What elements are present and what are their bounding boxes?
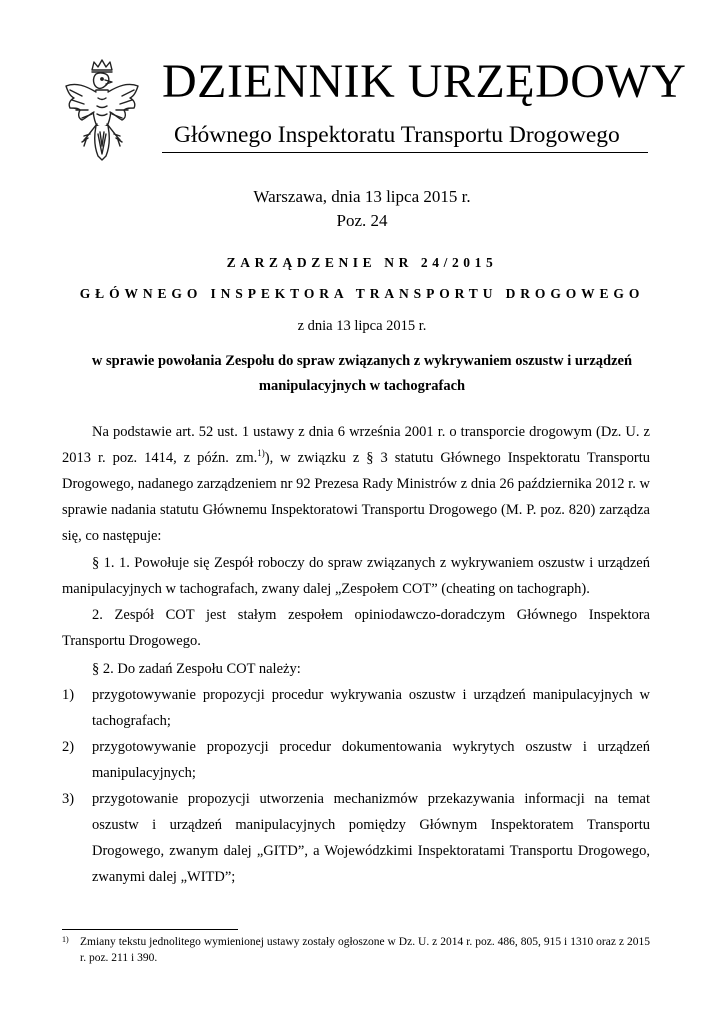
polish-eagle-icon [60, 56, 144, 168]
preamble-paragraph [62, 419, 650, 549]
order-issuer: GŁÓWNEGO INSPEKTORA TRANSPORTU DROGOWEGO [79, 286, 645, 301]
list-item [62, 682, 650, 734]
preamble-text-part1: Na podstawie art. 52 ust. 1 ustawy z dnia 6 września 2001 r. o transporcie drogowym (Dz. U. z 2013 r. poz. 1414, z późn. zm. [62, 424, 650, 466]
preamble-text-part2: ), w związku z § 3 statutu Głównego Inspektoratu Transportu Drogowego, nadanego zarządzeniem nr 92 Prezesa Rady Ministrów z dnia 26 października 2012 r. w sprawie nadania statutu Głównemu Inspektoratowi Transportu Drogowego (M. P. poz. 820) zarządza się, co następuje: [62, 450, 650, 544]
publication-place-date: Warszawa, dnia 13 lipca 2015 r. [253, 187, 471, 206]
list-item-number: 2) [62, 739, 75, 755]
list-item-text: przygotowywanie propozycji procedur dokumentowania wykrytych oszustw i urządzeń manipulacyjnych; [92, 739, 650, 781]
order-date: z dnia 13 lipca 2015 r. [297, 318, 427, 334]
paragraph-1-item-2: 2. Zespół COT jest stałym zespołem opiniodawczo-doradczym Głównego Inspektora Transportu Drogowego. [62, 607, 650, 649]
publication-position: Poz. 24 [336, 211, 388, 230]
order-subject: w sprawie powołania Zespołu do spraw związanych z wykrywaniem oszustw i urządzeń manipulacyjnych w tachografach [91, 353, 633, 394]
paragraph-2-intro: § 2. Do zadań Zespołu COT należy: [92, 661, 301, 677]
footnote-reference[interactable]: 1) [257, 448, 265, 458]
footnote-divider [62, 929, 238, 930]
list-item [62, 786, 650, 890]
list-item-text: przygotowywanie propozycji procedur wykrywania oszustw i urządzeń manipulacyjnych w tachografach; [92, 687, 650, 729]
list-item-text: przygotowanie propozycji utworzenia mechanizmów przekazywania informacji na temat oszustw i urządzeń manipulacyjnych pomiędzy Głównym Inspektoratem Transportu Drogowego, zwanym dalej „GITD”, a Wojewódzkimi Inspektoratami Transportu Drogowego, zwanymi dalej „WITD”; [92, 791, 650, 885]
masthead-title: DZIENNIK URZĘDOWY [162, 55, 687, 108]
masthead-divider [162, 152, 648, 153]
list-item-number: 1) [62, 687, 75, 703]
footnote-mark: 1) [62, 935, 69, 944]
paragraph-2-task-list [62, 682, 650, 890]
footnote-text: Zmiany tekstu jednolitego wymienionej ustawy zostały ogłoszone w Dz. U. z 2014 r. poz. 486, 805, 915 i 1310 oraz z 2015 r. poz. 211 i 390. [80, 936, 650, 964]
footnote [62, 934, 650, 966]
paragraph-1-item-1: § 1. 1. Powołuje się Zespół roboczy do spraw związanych z wykrywaniem oszustw i urządzeń manipulacyjnych w tachografach, zwany dalej „Zespołem COT” (cheating on tachograph). [62, 555, 650, 597]
list-item-number: 3) [62, 791, 75, 807]
masthead-subtitle: Głównego Inspektoratu Transportu Drogowego [174, 122, 620, 148]
list-item [62, 734, 650, 786]
order-title: ZARZĄDZENIE NR 24/2015 [226, 255, 498, 270]
